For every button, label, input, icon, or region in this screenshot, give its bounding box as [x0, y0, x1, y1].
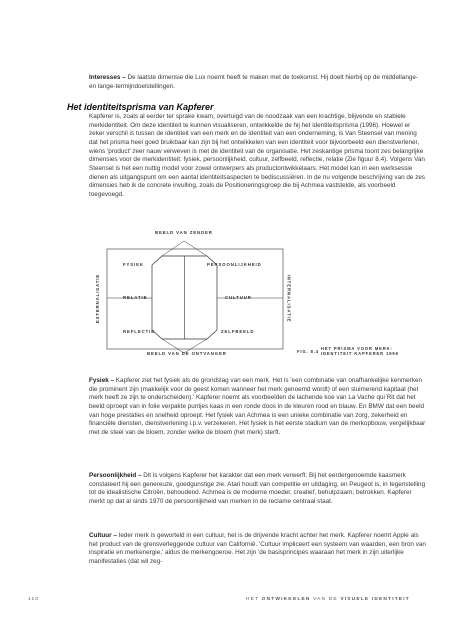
section-title: Het identiteitsprisma van Kapferer — [67, 102, 214, 112]
paragraph-fysiek-text: Kapferer ziet het fysiek als de grondslag van een merk. Het is 'een combinatie van onafhankelijke kenmerken die prominent zijn (makkelijk voor de geest komen wanneer het merk genoemd wordt) of een sluimerend kapitaal (het merk heeft ze zijn te onderscheiden).' Kapferer noemt als voorbeelden de lachende koe van La Vache qui Rit dat het beeld oproept van in folie verpakte puntjes kaas in een ronde doos in de kleuren rood en blauw. En BMW dat een beeld van hoge prestaties en snelheid oproept. Het fysiek van Achmea is een unieke combinatie van zorg, zekerheid en financiële diensten, dienstverlening i.p.v. verzekeren. Het fysiek is het eerste stadium van de merkopbouw, vergelijkbaar met de steel van de bloem, zonder welke de bloem (het merk) sterft. — [89, 377, 426, 436]
body-paragraph-text: Kapferer is, zoals al eerder ter sprake kwam, overtuigd van de noodzaak van een krachtige, blijvende en stabiele merkidentiteit. Om deze identiteit te kunnen visualiseren, ontwikkelde de hij het identiteitsprisma (1996). Hoewel er zeker verschil is tussen de identiteit van een merk en de identiteit van een onderneming, is Van Steensel van mening dat het prisma heel goed bruikbaar kan zijn bij het ontwikkelen van een identiteit voor bijvoorbeeld een dienstverlener, wiens 'product' zeer nauw verweven is met de identiteit van de organisatie. Het zeskantige prisma toont zes belangrijke dimensies voor de merkidentiteit: fysiek, persoonlijkheid, cultuur, zelfbeeld, reflectie, relatie (Zie figuur 8.4). Volgens Van Steensel is het een nuttig model voor zowel ontwerpers als productontwikkelaars. Het model kan in een werksessie dienen als uitgangspunt om een aantal identiteitsaspecten te bediscussiëren. In de nu volgende beschrijving van de zes dimensies heb ik de concrete invulling, zoals de Positioneringsgroep die bij Achmea vaststelde, als voorbeeld toegevoegd. — [89, 113, 426, 198]
figure-caption — [321, 346, 441, 356]
prism-line — [184, 241, 207, 256]
intro-label: Interesses – — [89, 74, 126, 81]
label-cultuur: CULTUUR — [225, 295, 252, 300]
intro-text: De laatste dimensie die Lux noemt heeft te maken met de toekomst. Hij doelt hierbij op de middellange- en lange-termijndoelstellingen. — [89, 74, 419, 90]
figure-caption-line2: IDENTITEIT KAPFERER 1996 — [321, 351, 399, 356]
running-title-van-de: VAN DE — [310, 597, 341, 602]
paragraph-persoonlijkheid-text: Dit is volgens Kapferer het karakter dat een merk verwerft. Bij het eerdergenoemde kaasmerk constateert hij een genereuze, goedgunstige zie. Atari houdt van competitie en uitdaging, en Peugeot is, in tegenstelling tot de idealistische Citroën, behoudend. Achmea is de moderne moeder, creatief, behulpzaam, betrokken. Kapferer merkt op dat al sinds 1970 de persoonlijkheid van merken in de reclame centraal staat. — [89, 472, 426, 505]
running-title-visuele-identiteit: VISUELE IDENTITEIT — [340, 597, 410, 602]
figure-number: FIG. 8.4 — [297, 349, 319, 354]
running-title-ontwikkelen: ONTWIKKELEN — [261, 597, 311, 602]
body-paragraph — [89, 113, 426, 200]
intro-paragraph — [89, 74, 426, 91]
paragraph-fysiek-label: Fysiek – — [89, 377, 115, 384]
figure-caption-line1: HET PRISMA VOOR MERK- — [321, 346, 393, 351]
label-beeld-van-de-ontvanger: BEELD VAN DE ONTVANGER — [147, 351, 227, 356]
identity-prism-figure — [89, 230, 429, 370]
prism-line — [162, 241, 184, 256]
label-internalisatie: INTERNALISATIE — [286, 274, 292, 323]
label-relatie: RELATIE — [123, 295, 148, 300]
paragraph-persoonlijkheid — [89, 472, 426, 507]
paragraph-fysiek — [89, 377, 426, 438]
paragraph-cultuur-label: Cultuur – — [89, 532, 117, 539]
label-reflectie: REFLECTIE — [123, 329, 155, 334]
paragraph-cultuur — [89, 532, 426, 567]
paragraph-persoonlijkheid-label: Persoonlijkheid – — [89, 472, 142, 479]
label-persoonlijkheid: PERSOONLIJKHEID — [207, 262, 262, 267]
label-beeld-van-zender: BEELD VAN ZENDER — [155, 230, 213, 235]
paragraph-cultuur-text: Ieder merk is geworteld in een cultuur, het is de drijvende kracht achter het merk. Kapferer noemt Apple als het product van de grensverleggende cultuur van Californië. 'Cultuur impliceert een systeem van waarden, een bron van inspiratie en merkenergie,' aldus de merkengoeroe. Het zijn 'de basisprincipes waaraan het merk in zijn uiterlijke manifestaties (dat wil zeg- — [89, 532, 426, 565]
label-zelfbeeld: ZELFBEELD — [221, 329, 255, 334]
running-title-het: HET — [246, 597, 262, 602]
page-number: 110 — [28, 597, 40, 602]
label-fysiek: FYSIEK — [123, 262, 144, 267]
label-externalisatie: EXTERNALISATIE — [95, 273, 101, 324]
running-title — [246, 597, 410, 602]
